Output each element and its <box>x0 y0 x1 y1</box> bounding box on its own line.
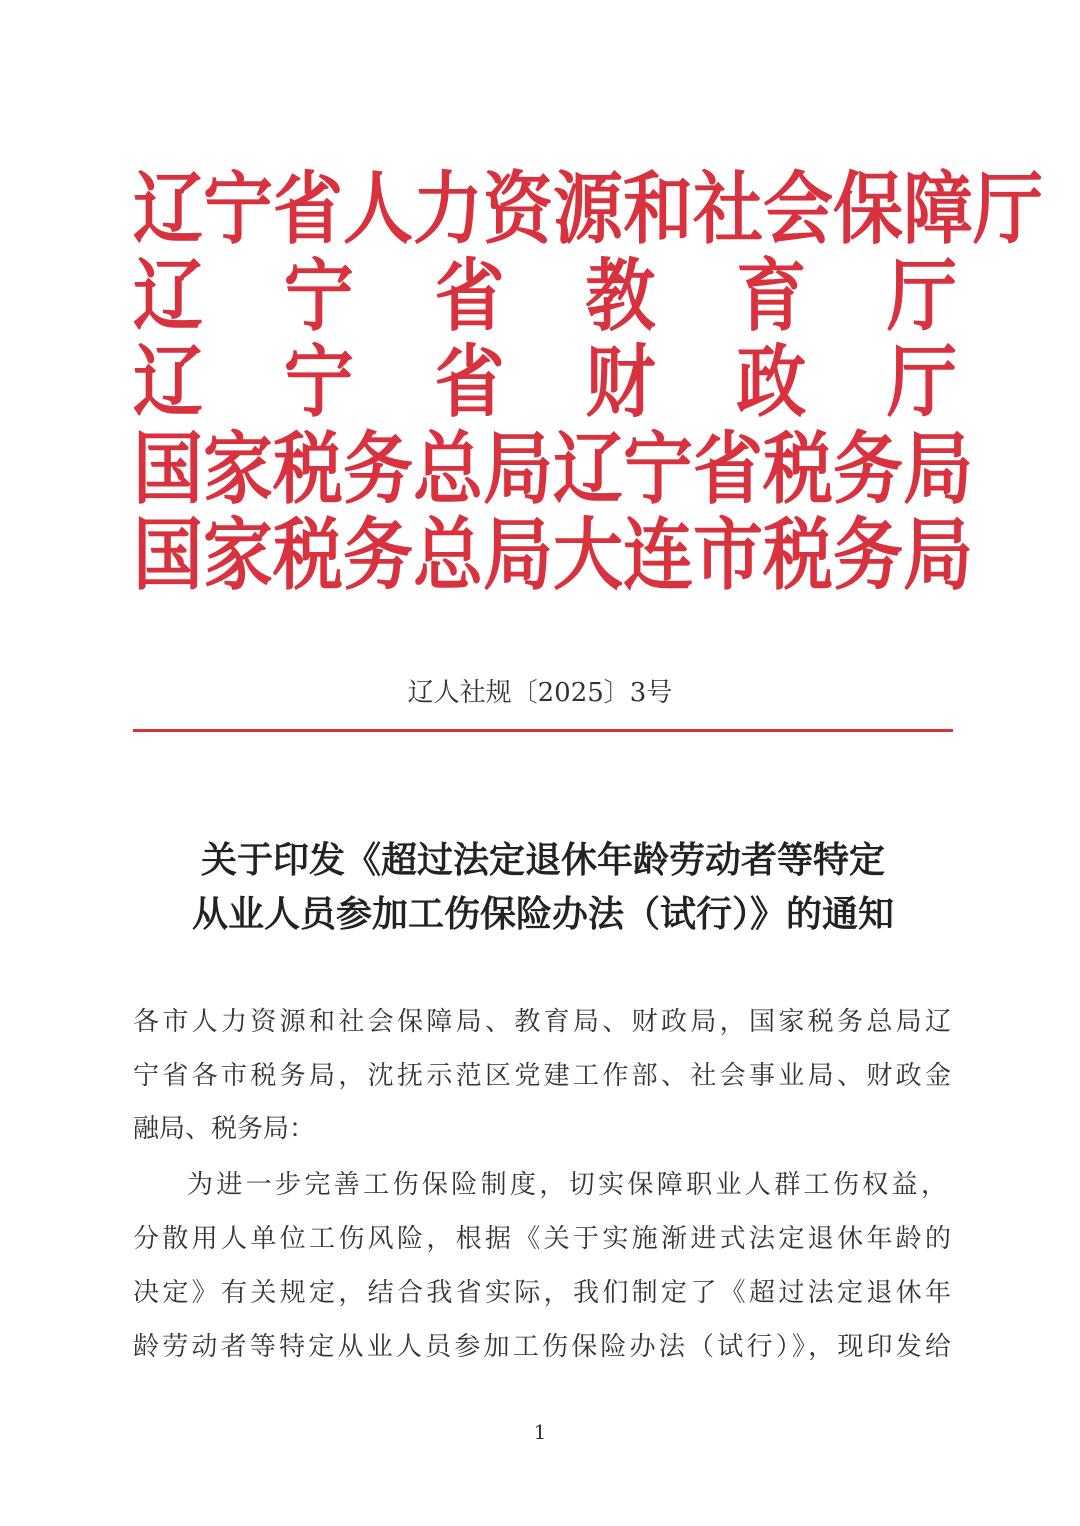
issuer-line: 国家税务总局大连市税务局 <box>133 509 973 601</box>
document-title-line: 关于印发《超过法定退休年龄劳动者等特定 <box>200 840 885 881</box>
issuer-line: 辽宁省人力资源和社会保障厅 <box>133 163 1043 255</box>
body-line: 龄劳动者等特定从业人员参加工伤保险办法（试行）》，现印发给 <box>133 1332 951 1362</box>
issuer-line: 辽宁省财政厅 <box>133 336 957 428</box>
body-line: 各市人力资源和社会保障局、教育局、财政局，国家税务总局辽 <box>133 1007 951 1037</box>
page-number: 1 <box>533 1420 547 1444</box>
red-divider <box>133 729 953 732</box>
body-line: 决定》有关规定，结合我省实际，我们制定了《超过法定退休年 <box>133 1278 951 1308</box>
body-line: 分散用人单位工伤风险，根据《关于实施渐进式法定退休年龄的 <box>133 1224 951 1254</box>
body-line: 为进一步完善工伤保险制度，切实保障职业人群工伤权益， <box>187 1170 947 1200</box>
document-title-line: 从业人员参加工伤保险办法（试行）》的通知 <box>191 894 894 935</box>
body-line: 融局、税务局： <box>133 1114 316 1144</box>
document-number: 辽人社规〔2025〕3号 <box>407 678 673 708</box>
body-line: 宁省各市税务局，沈抚示范区党建工作部、社会事业局、财政金 <box>133 1061 951 1091</box>
issuer-line: 国家税务总局辽宁省税务局 <box>133 423 973 515</box>
issuer-line: 辽宁省教育厅 <box>133 250 957 342</box>
